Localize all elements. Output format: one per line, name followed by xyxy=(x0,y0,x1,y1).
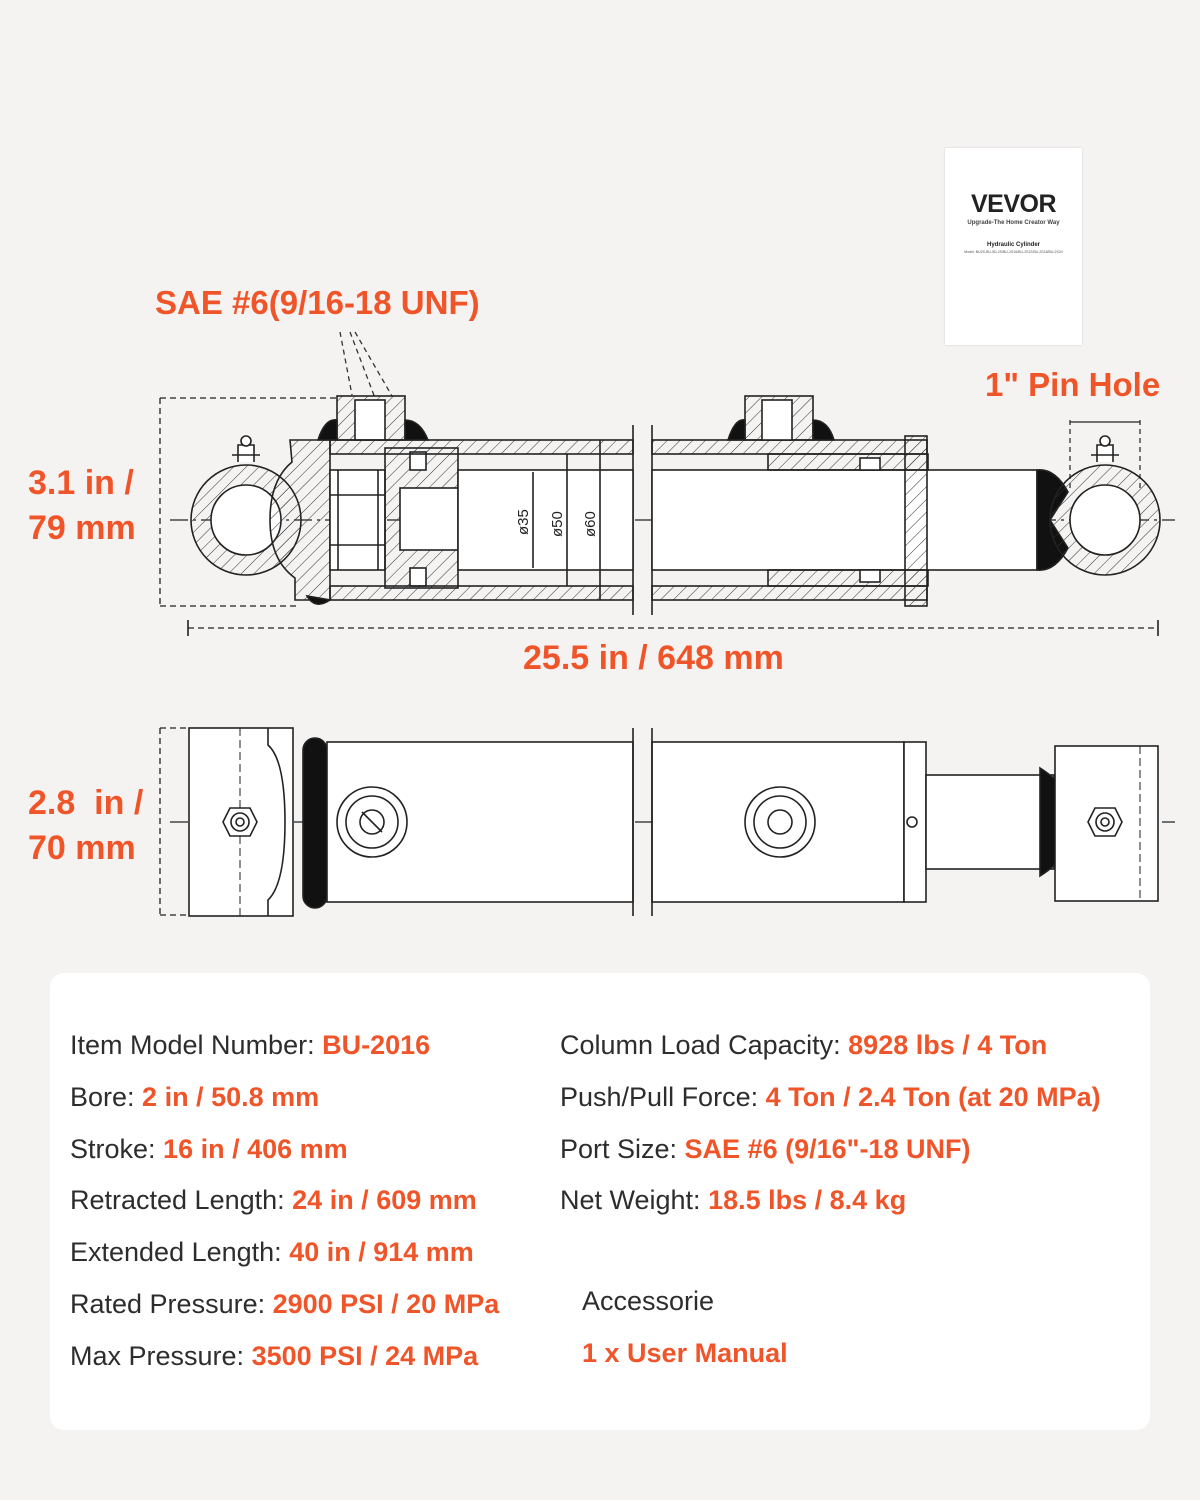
spec-extended-length xyxy=(70,1237,474,1268)
spec-rated-pressure xyxy=(70,1289,499,1320)
spec-value: 16 in / 406 mm xyxy=(163,1134,348,1164)
spec-value: 40 in / 914 mm xyxy=(289,1237,474,1267)
spec-value: 3500 PSI / 24 MPa xyxy=(251,1341,479,1371)
spec-label: Item Model Number: xyxy=(70,1030,323,1060)
dia-50-label: ø50 xyxy=(549,511,566,537)
side-view xyxy=(160,728,1175,916)
length-label: 25.5 in / 648 mm xyxy=(523,639,784,677)
spec-label: Extended Length: xyxy=(70,1237,290,1267)
accessory-item: 1 x User Manual xyxy=(582,1338,788,1368)
manual-tagline: Upgrade-The Home Creator Way xyxy=(967,220,1060,226)
spec-value: 4 Ton / 2.4 Ton (at 20 MPa) xyxy=(765,1082,1101,1112)
manual-brand-logo: VEVOR xyxy=(970,190,1057,218)
spec-card xyxy=(50,973,1150,1430)
spec-column-load xyxy=(560,1030,1047,1061)
spec-value: 2 in / 50.8 mm xyxy=(142,1082,320,1112)
spec-label: Port Size: xyxy=(560,1134,685,1164)
height-label-line2: 79 mm xyxy=(28,509,136,547)
manual-model-line: Model: BU2S-BU-9D-2S/BU-2S16/BU-2S12/BU-2S18/BU-2S24 xyxy=(964,250,1063,254)
spec-label: Stroke: xyxy=(70,1134,164,1164)
spec-value: BU-2016 xyxy=(322,1030,431,1060)
spec-value: 18.5 lbs / 8.4 kg xyxy=(708,1185,907,1215)
spec-value: 24 in / 609 mm xyxy=(292,1185,477,1215)
spec-value: 2900 PSI / 20 MPa xyxy=(272,1289,500,1319)
spec-bore xyxy=(70,1082,319,1113)
spec-label: Column Load Capacity: xyxy=(560,1030,849,1060)
user-manual-thumbnail xyxy=(945,148,1082,345)
port-size-label: SAE #6(9/16-18 UNF) xyxy=(155,284,480,321)
spec-value: SAE #6 (9/16"-18 UNF) xyxy=(684,1134,971,1164)
spec-port-size xyxy=(560,1134,970,1165)
spec-net-weight xyxy=(560,1185,906,1216)
spec-item-model xyxy=(70,1030,430,1061)
width-label-line1: 2.8 in / xyxy=(28,784,144,822)
spec-label: Bore: xyxy=(70,1082,143,1112)
spec-stroke xyxy=(70,1134,348,1165)
manual-title: Hydraulic Cylinder xyxy=(986,242,1040,248)
spec-value: 8928 lbs / 4 Ton xyxy=(848,1030,1048,1060)
spec-push-pull-force xyxy=(560,1082,1101,1113)
pin-hole-label: 1" Pin Hole xyxy=(985,366,1161,403)
dia-35-label: ø35 xyxy=(515,509,532,535)
spec-label: Rated Pressure: xyxy=(70,1289,273,1319)
spec-label: Max Pressure: xyxy=(70,1341,252,1371)
spec-label: Retracted Length: xyxy=(70,1185,293,1215)
dia-60-label: ø60 xyxy=(582,511,599,537)
accessory-heading: Accessorie xyxy=(582,1286,715,1316)
width-label-line2: 70 mm xyxy=(28,829,136,867)
spec-max-pressure xyxy=(70,1341,478,1372)
spec-label: Push/Pull Force: xyxy=(560,1082,766,1112)
spec-label: Net Weight: xyxy=(560,1185,709,1215)
spec-retracted-length xyxy=(70,1185,477,1216)
height-label-line1: 3.1 in / xyxy=(28,464,134,502)
